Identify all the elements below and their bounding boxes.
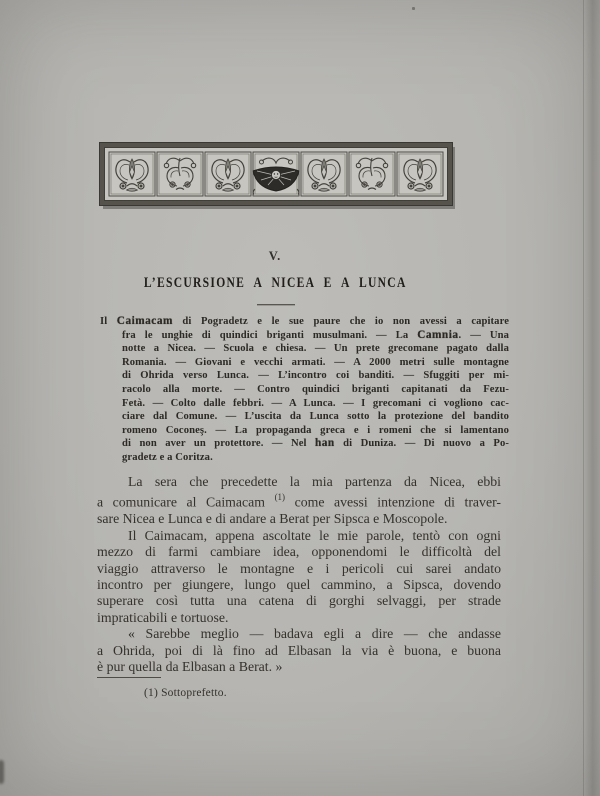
body-line: mezzo di farmi cambiare idea, opponendomi le difficoltà del — [97, 544, 501, 560]
headpiece-engraving — [104, 147, 448, 201]
chapter-title: L’ESCURSIONE A NICEA E A LUNCA — [143, 275, 407, 291]
ornament-tile-palmette — [212, 159, 244, 191]
summary-line: gradetz e a Coritza. — [122, 451, 213, 463]
body-text — [97, 474, 501, 675]
headpiece-ornament — [100, 143, 452, 205]
page-edge-shadow — [583, 0, 600, 796]
ornament-tile-palmette — [404, 159, 436, 191]
title-divider-rule — [257, 304, 295, 305]
body-line: Il Caimacam, appena ascoltate le mie parole, tentò con ogni — [128, 527, 501, 543]
scan-artifact-speck — [412, 7, 415, 10]
summary-line: fra le unghie di quindici briganti musulmani. — La Camnia. — Una — [122, 328, 509, 341]
body-line: impraticabili e tortuose. — [97, 609, 229, 625]
body-line: è pur quella da Elbasan a Berat. » — [97, 659, 283, 675]
summary-line: ciare dal Comune. — L’uscita da Lunca sotto la protezione del bandito — [122, 411, 509, 423]
body-line: « Sarebbe meglio — badava egli a dire — che andasse — [128, 626, 501, 642]
body-line: La sera che precedette la mia partenza da Nicea, ebbi — [128, 474, 501, 489]
summary-line: notte a Nicea. — Scuola e chiesa. — Un prete grecomane pagato dalla — [122, 343, 509, 355]
ornament-tile-winged-mask — [253, 158, 299, 194]
footnote-reference: (1) — [274, 492, 286, 503]
footnote-divider-rule — [97, 677, 161, 678]
body-line: sare Nicea e Lunca e di andare a Berat per Sipsca e Moscopole. — [97, 511, 448, 527]
ornament-tile-palmette — [308, 159, 340, 191]
ornament-tile-palmette — [116, 159, 148, 191]
ornament-tile-acanthus — [164, 158, 195, 190]
scan-artifact-smudge — [0, 760, 4, 784]
summary-line: di non aver un protettore. — Nel han di Duniza. — Di nuovo a Po- — [122, 437, 509, 450]
body-line: incontro per giungere, lungo quel cammino, a Sipsca, dovendo — [97, 577, 501, 593]
summary-line: Il Caimacam di Pogradetz e le sue paure che io non avessi a capitare — [100, 315, 509, 327]
body-line: a comunicare al Caimacam $^{(1)}$ come avessi intenzione di traver- — [97, 492, 501, 510]
summary-line: Romania. — Giovani e vecchi armati. — A 2000 metri sulle montagne — [122, 356, 509, 368]
chapter-number: V. — [268, 249, 282, 263]
body-line: viaggio attraverso le montagne e i pericoli cui sarei andato — [97, 560, 501, 576]
body-line: a Ohrida, poi di là fino ad Elbasan la via è buona, e buona — [97, 642, 501, 658]
body-line: superare così tutta una catena di gorghi selvaggi, per strade — [97, 593, 501, 609]
chapter-summary — [100, 315, 509, 465]
footnote: (1) Sottoprefetto. — [144, 687, 227, 699]
summary-line: Fetà. — Colto dalle febbri. — A Lunca. — I grecomani ci vogliono cac- — [122, 397, 509, 409]
summary-line: racolo alla morte. — Contro quindici briganti capitanati da Fezu- — [122, 383, 509, 395]
summary-line: romeno Coconeş. — La propaganda greca e i romeni che si lamentano — [122, 424, 509, 436]
summary-line: di Ohrida verso Lunca. — L’incontro coi banditi. — Sfuggiti per mi- — [122, 370, 509, 382]
ornament-tile-acanthus — [356, 158, 387, 190]
